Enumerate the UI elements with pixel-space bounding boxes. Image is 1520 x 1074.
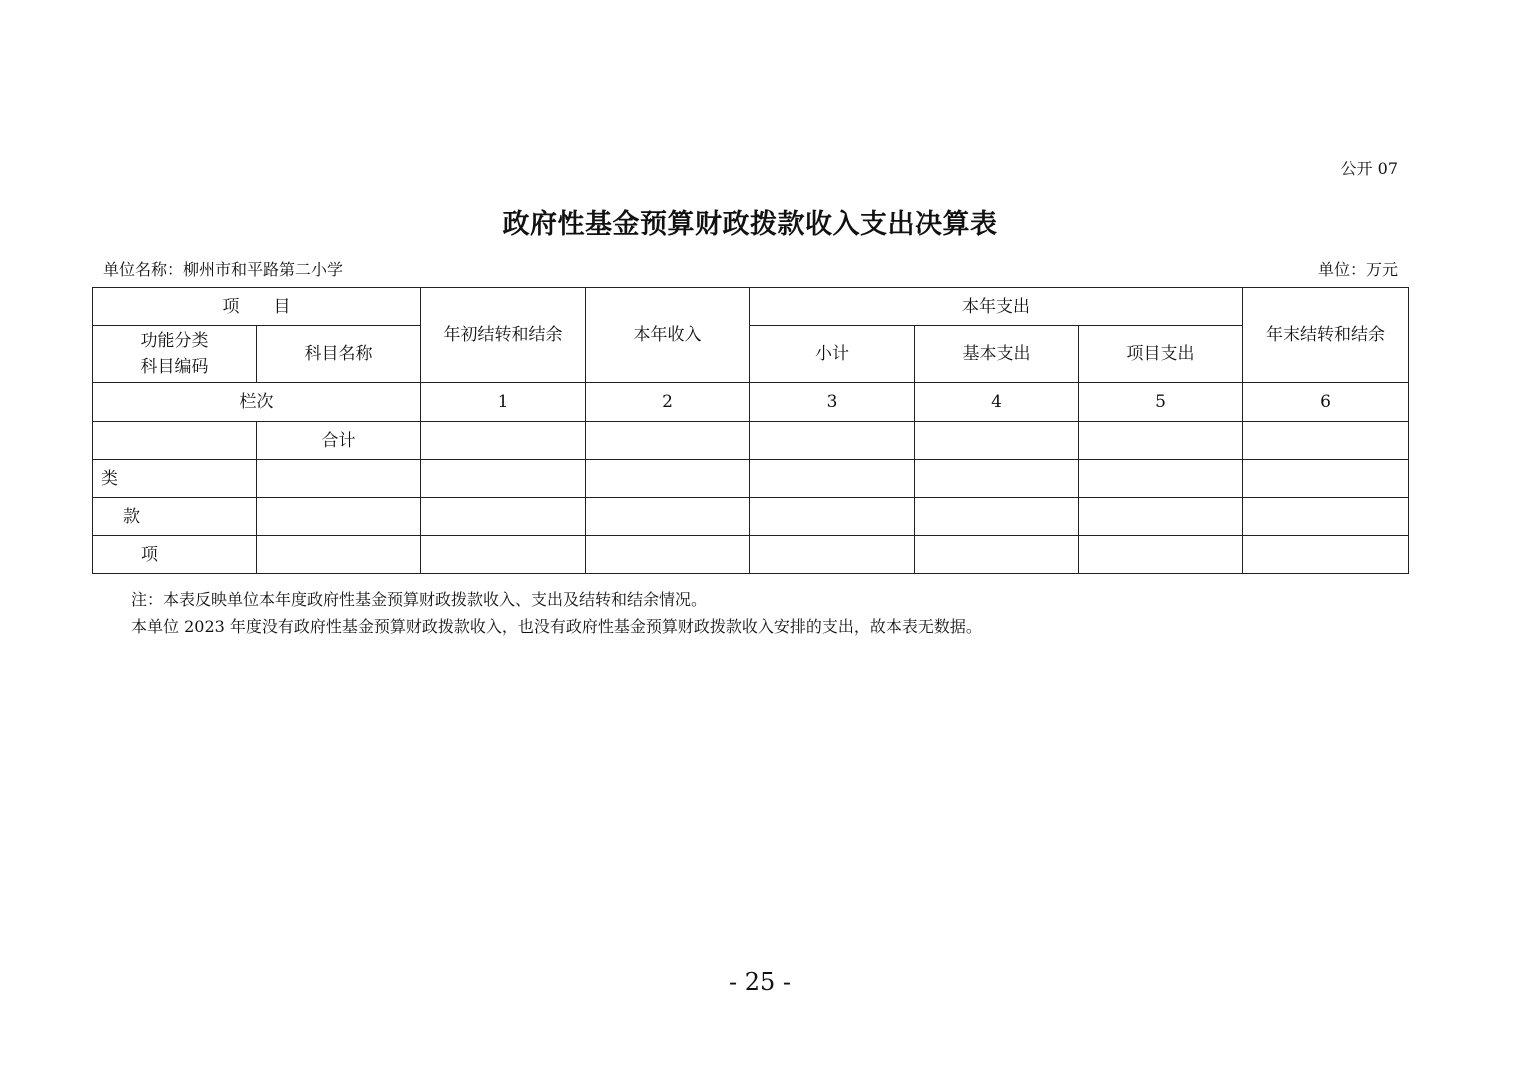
value-cell xyxy=(750,498,915,536)
header-project-expenditure: 项目支出 xyxy=(1079,326,1243,383)
header-begin-balance: 年初结转和结余 xyxy=(421,288,586,383)
value-cell xyxy=(750,422,915,460)
value-cell xyxy=(586,498,750,536)
value-cell xyxy=(750,536,915,574)
page-number: - 25 - xyxy=(728,968,791,996)
header-end-balance: 年末结转和结余 xyxy=(1243,288,1409,383)
row-name-cell: 合计 xyxy=(257,422,421,460)
notes-block xyxy=(131,586,982,640)
note-line-2: 本单位 2023 年度没有政府性基金预算财政拨款收入，也没有政府性基金预算财政拨款收入安排的支出，故本表无数据。 xyxy=(131,617,982,636)
value-cell xyxy=(1079,422,1243,460)
row-name-cell xyxy=(257,498,421,536)
row-name-cell xyxy=(257,536,421,574)
header-function-code xyxy=(93,326,257,383)
document-code: 公开 07 xyxy=(1340,159,1398,178)
row-code-cell: 类 xyxy=(93,460,257,498)
header-item: 项 目 xyxy=(93,288,421,326)
header-basic-expenditure: 基本支出 xyxy=(915,326,1079,383)
value-cell xyxy=(1243,536,1409,574)
unit-name-label: 单位名称：柳州市和平路第二小学 xyxy=(103,260,344,279)
header-function-code-line1: 功能分类 xyxy=(140,331,209,351)
column-number-row xyxy=(93,383,1409,422)
value-cell xyxy=(421,536,586,574)
value-cell xyxy=(1243,498,1409,536)
value-cell xyxy=(586,536,750,574)
row-name-cell xyxy=(257,460,421,498)
header-subject-name: 科目名称 xyxy=(257,326,421,383)
value-cell xyxy=(1079,536,1243,574)
header-expenditure: 本年支出 xyxy=(750,288,1243,326)
header-function-code-line2: 科目编码 xyxy=(140,357,209,377)
value-cell xyxy=(586,460,750,498)
value-cell xyxy=(915,536,1079,574)
table-row-category xyxy=(93,460,1409,498)
column-number: 3 xyxy=(750,383,915,422)
value-cell xyxy=(1243,460,1409,498)
row-code-cell xyxy=(93,422,257,460)
currency-unit-label: 单位：万元 xyxy=(1317,260,1398,279)
value-cell xyxy=(421,460,586,498)
header-subtotal: 小计 xyxy=(750,326,915,383)
value-cell xyxy=(915,498,1079,536)
column-number: 5 xyxy=(1079,383,1243,422)
budget-table xyxy=(92,287,1409,574)
row-code-cell: 款 xyxy=(93,498,257,536)
table-row-item xyxy=(93,536,1409,574)
table-row-section xyxy=(93,498,1409,536)
value-cell xyxy=(1079,498,1243,536)
document-title: 政府性基金预算财政拨款收入支出决算表 xyxy=(502,209,998,240)
value-cell xyxy=(750,460,915,498)
column-number: 1 xyxy=(421,383,586,422)
value-cell xyxy=(421,422,586,460)
column-number-label: 栏次 xyxy=(93,383,421,422)
header-income: 本年收入 xyxy=(586,288,750,383)
value-cell xyxy=(1243,422,1409,460)
value-cell xyxy=(1079,460,1243,498)
row-code-cell: 项 xyxy=(93,536,257,574)
column-number: 6 xyxy=(1243,383,1409,422)
value-cell xyxy=(915,422,1079,460)
value-cell xyxy=(421,498,586,536)
column-number: 4 xyxy=(915,383,1079,422)
value-cell xyxy=(915,460,1079,498)
value-cell xyxy=(586,422,750,460)
table-row-total xyxy=(93,422,1409,460)
header-row-1 xyxy=(93,288,1409,326)
column-number: 2 xyxy=(586,383,750,422)
note-line-1: 注：本表反映单位本年度政府性基金预算财政拨款收入、支出及结转和结余情况。 xyxy=(131,590,708,609)
header-row-2 xyxy=(93,326,1409,383)
